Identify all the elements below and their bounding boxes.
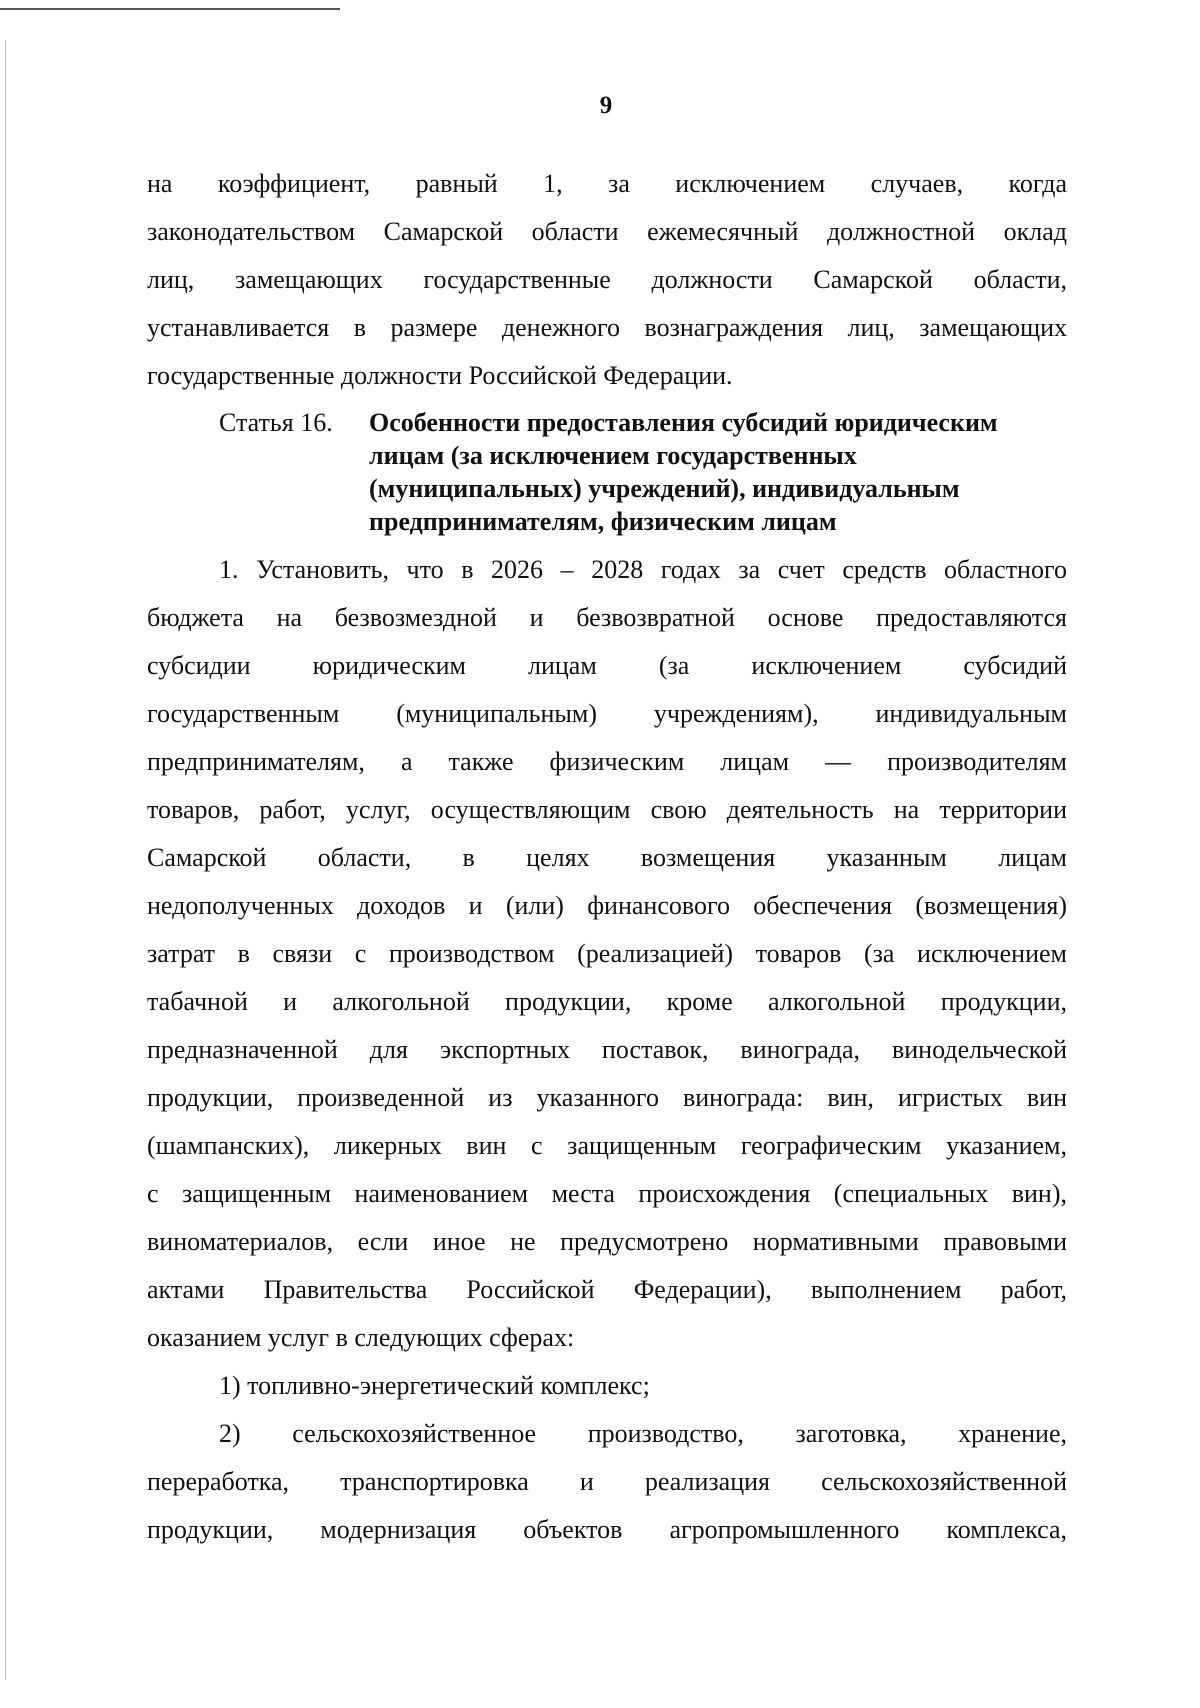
text-line: субсидии юридическим лицам (за исключением субсидий [147,651,1067,680]
document-body [147,160,1067,1554]
article-title-line: Особенности предоставления субсидий юридическим [369,408,998,437]
text-line: оказанием услуг в следующих сферах: [147,1323,575,1352]
text-line: (шампанских), ликерных вин с защищенным географическим указанием, [147,1131,1067,1160]
article-title-line: (муниципальных) учреждений), индивидуальным [369,474,960,503]
text-line: государственные должности Российской Федерации. [147,361,733,390]
text-line: продукции, произведенной из указанного винограда: вин, игристых вин [147,1083,1067,1112]
list-item-2 [147,1410,1067,1554]
text-line: 2) сельскохозяйственное производство, заготовка, хранение, [219,1419,1067,1448]
text-line: 1. Установить, что в 2026 – 2028 годах за счет средств областного [219,555,1067,584]
text-line: 1) топливно-энергетический комплекс; [219,1371,650,1400]
text-line: государственным (муниципальным) учреждениям), индивидуальным [147,699,1067,728]
text-line: переработка, транспортировка и реализация сельскохозяйственной [147,1467,1067,1496]
text-line: устанавливается в размере денежного вознаграждения лиц, замещающих [147,313,1067,342]
text-line: с защищенным наименованием места происхождения (специальных вин), [147,1179,1067,1208]
text-line: виноматериалов, если иное не предусмотрено нормативными правовыми [147,1227,1067,1256]
text-line: недополученных доходов и (или) финансового обеспечения (возмещения) [147,891,1067,920]
text-line: бюджета на безвозмездной и безвозвратной основе предоставляются [147,603,1067,632]
article-title [369,406,998,538]
article-heading [147,406,1067,538]
text-line: Самарской области, в целях возмещения указанным лицам [147,843,1067,872]
text-line: актами Правительства Российской Федерации), выполнением работ, [147,1275,1067,1304]
article-title-line: предпринимателям, физическим лицам [369,507,837,536]
text-line: затрат в связи с производством (реализацией) товаров (за исключением [147,939,1067,968]
page-number: 9 [599,92,613,119]
clause-1 [147,546,1067,1362]
text-line: на коэффициент, равный 1, за исключением случаев, когда [147,169,1067,198]
scan-artifact-left-edge [5,40,6,1680]
text-line: законодательством Самарской области ежемесячный должностной оклад [147,217,1067,246]
paragraph-continued [147,160,1067,400]
article-title-line: лицам (за исключением государственных [369,441,857,470]
text-line: продукции, модернизация объектов агропромышленного комплекса, [147,1515,1067,1544]
text-line: предназначенной для экспортных поставок, винограда, винодельческой [147,1035,1067,1064]
text-line: предпринимателям, а также физическим лицам — производителям [147,747,1067,776]
text-line: табачной и алкогольной продукции, кроме алкогольной продукции, [147,987,1067,1016]
scan-artifact-top-line [0,8,340,10]
article-label: Статья 16. [219,408,333,437]
list-item-1 [147,1362,1067,1410]
text-line: товаров, работ, услуг, осуществляющим свою деятельность на территории [147,795,1067,824]
text-line: лиц, замещающих государственные должности Самарской области, [147,265,1067,294]
